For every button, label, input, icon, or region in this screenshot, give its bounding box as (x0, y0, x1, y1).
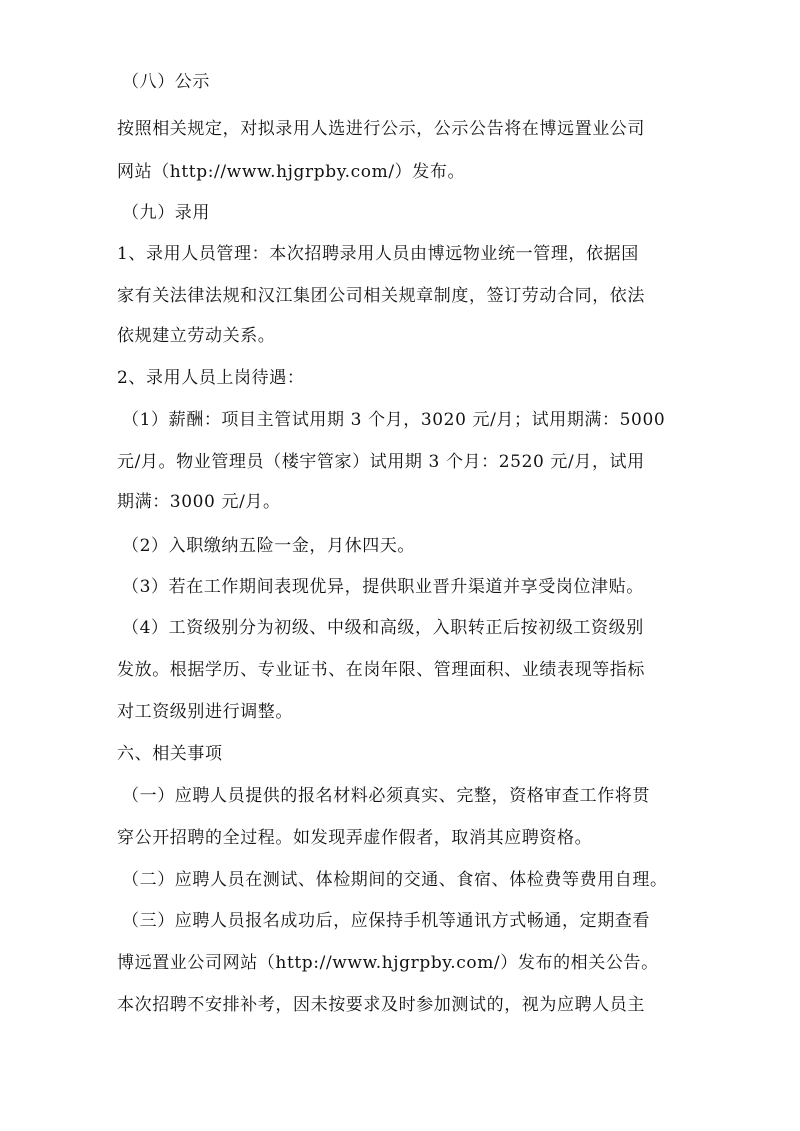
paragraph-line: （二）应聘人员在测试、体检期间的交通、食宿、体检费等费用自理。 (122, 870, 668, 890)
paragraph-line: 依规建立劳动关系。 (117, 326, 276, 346)
paragraph-line: 穿公开招聘的全过程。如发现弄虚作假者，取消其应聘资格。 (117, 828, 593, 848)
paragraph-line: 对工资级别进行调整。 (117, 702, 293, 722)
paragraph-line: 家有关法律法规和汉江集团公司相关规章制度，签订劳动合同，依法 (117, 286, 645, 306)
paragraph-line: （三）应聘人员报名成功后，应保持手机等通讯方式畅通，定期查看 (122, 911, 650, 931)
paragraph-line: 期满：3000 元/月。 (117, 492, 281, 512)
paragraph-line: （一）应聘人员提供的报名材料必须真实、完整，资格审查工作将贯 (122, 786, 650, 806)
paragraph-line: （2）入职缴纳五险一金，月休四天。 (122, 536, 416, 556)
paragraph-line: 网站（http://www.hjgrpby.com/）发布。 (117, 162, 466, 182)
paragraph-line: 按照相关规定，对拟录用人选进行公示，公示公告将在博远置业公司 (117, 119, 645, 139)
paragraph-line: （4）工资级别分为初级、中级和高级，入职转正后按初级工资级别 (122, 618, 644, 638)
paragraph-line: 博远置业公司网站（http://www.hjgrpby.com/）发布的相关公告。 (117, 953, 659, 973)
paragraph-line: 1、录用人员管理：本次招聘录用人员由博远物业统一管理，依据国 (117, 244, 639, 264)
paragraph-line: 2、录用人员上岗待遇： (117, 368, 305, 388)
paragraph-line: 发放。根据学历、专业证书、在岗年限、管理面积、业绩表现等指标 (117, 660, 645, 680)
heading-employment: （九）录用 (122, 203, 210, 223)
heading-publicity: （八）公示 (122, 72, 210, 92)
paragraph-line: 元/月。物业管理员（楼宇管家）试用期 3 个月：2520 元/月，试用 (117, 452, 645, 472)
paragraph-line: （3）若在工作期间表现优异，提供职业晋升渠道并享受岗位津贴。 (122, 577, 644, 597)
paragraph-line: 本次招聘不安排补考，因未按要求及时参加测试的，视为应聘人员主 (117, 995, 645, 1015)
paragraph-line: （1）薪酬：项目主管试用期 3 个月，3020 元/月；试用期满：5000 (122, 410, 666, 430)
heading-related-matters: 六、相关事项 (117, 744, 223, 764)
